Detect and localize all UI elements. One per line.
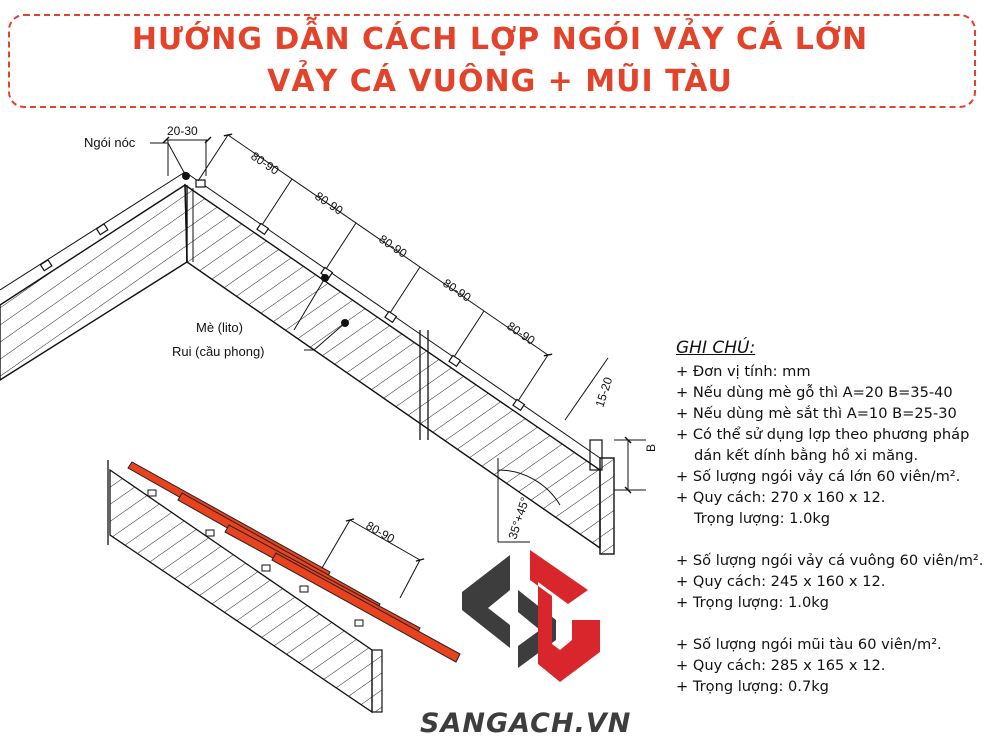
notes-heading: GHI CHÚ: xyxy=(676,338,756,358)
dim-spacing-2: 80-90 xyxy=(312,188,346,218)
note-line-4: + Có thể sử dụng lợp theo phương pháp xyxy=(676,426,970,443)
label-batten: Mè (lito) xyxy=(196,320,243,335)
note-line-14: + Trọng lượng: 0.7kg xyxy=(676,678,829,695)
note-line-12: + Số lượng ngói mũi tàu 60 viên/m². xyxy=(676,636,942,653)
note-line-7: + Quy cách: 270 x 160 x 12. xyxy=(676,489,886,506)
dim-eave-offset: 15-20 xyxy=(592,375,616,409)
note-line-9: + Số lượng ngói vảy cá vuông 60 viên/m². xyxy=(676,552,984,569)
note-line-10: + Quy cách: 245 x 160 x 12. xyxy=(676,573,886,590)
label-rafter: Rui (cầu phong) xyxy=(172,344,265,359)
note-line-2: + Nếu dùng mè gỗ thì A=20 B=35-40 xyxy=(676,384,953,401)
note-line-13: + Quy cách: 285 x 165 x 12. xyxy=(676,657,886,674)
label-ridge-tile: Ngói nóc xyxy=(84,135,136,150)
tile-detail-section xyxy=(108,460,460,712)
dim-angle: 35°+45° xyxy=(505,495,533,541)
dim-spacing-1: 80-90 xyxy=(248,148,282,178)
note-line-3: + Nếu dùng mè sắt thì A=10 B=25-30 xyxy=(676,405,957,422)
note-line-11: + Trọng lượng: 1.0kg xyxy=(676,594,829,611)
page-title-line-2: VẢY CÁ VUÔNG + MŨI TÀU xyxy=(267,64,733,99)
dim-spacing-5: 80-90 xyxy=(504,318,538,348)
dim-detail-spacing: 80-90 xyxy=(363,518,398,546)
dim-ridge-gap: 20-30 xyxy=(167,124,198,138)
dim-eave-b: B xyxy=(644,443,658,452)
note-line-5: dán kết dính bằng hồ xi măng. xyxy=(694,447,919,464)
brand-name: SANGACH.VN xyxy=(420,708,632,739)
page-title-line-1: HƯỚNG DẪN CÁCH LỢP NGÓI VẢY CÁ LỚN xyxy=(131,22,869,57)
dim-spacing-3: 80-90 xyxy=(376,231,410,261)
note-line-1: + Đơn vị tính: mm xyxy=(676,363,811,380)
eave-fascia xyxy=(600,458,614,554)
sg-logo-icon xyxy=(462,550,600,682)
roof-left-slope xyxy=(0,185,187,380)
note-line-6: + Số lượng ngói vảy cá lớn 60 viên/m². xyxy=(676,468,961,485)
notes-panel xyxy=(676,338,996,697)
dim-spacing-4: 80-90 xyxy=(440,275,474,305)
note-line-8: Trọng lượng: 1.0kg xyxy=(694,510,831,527)
